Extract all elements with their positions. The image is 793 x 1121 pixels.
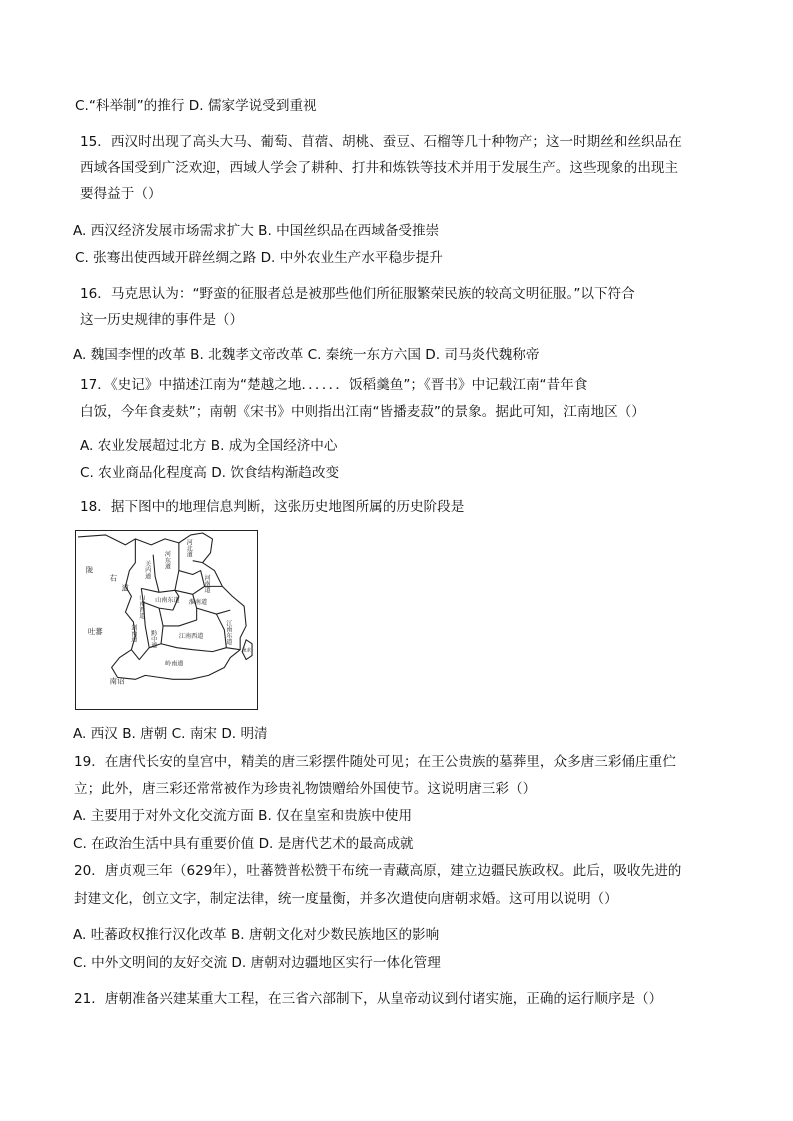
map-label-qianzhong: 黔中道 xyxy=(149,629,157,649)
q20-options-cd: C. 中外文明间的友好交流 D. 唐朝对边疆地区实行一体化管理 xyxy=(73,955,441,971)
q19-stem-line2: 立；此外，唐三彩还常常被作为珍贵礼物馈赠给外国使节。这说明唐三彩（） xyxy=(74,781,537,797)
map-label-jiangnanxi: 江南西道 xyxy=(178,632,204,640)
map-label-lingnan: 岭南道 xyxy=(165,660,184,668)
q18-options: A. 西汉 B. 唐朝 C. 南宋 D. 明清 xyxy=(73,726,268,742)
map-label-dao: 道 xyxy=(121,583,129,593)
q15-options-ab: A. 西汉经济发展市场需求扩大 B. 中国丝织品在西域备受推崇 xyxy=(73,223,440,239)
map-label-shannandong: 山南东道 xyxy=(155,597,180,605)
map-label-guannei: 关内道 xyxy=(143,560,151,580)
map-label-henan: 河南道 xyxy=(203,574,211,593)
map-label-liuqiu: 流求 xyxy=(242,648,252,654)
map-label-you: 右 xyxy=(109,573,118,583)
q15-stem-line3: 要得益于（） xyxy=(80,186,162,202)
map-label-nanzhao: 南诏 xyxy=(109,676,125,686)
q20-stem-line2: 封建文化，创立文字，制定法律，统一度量衡，并多次遣使向唐朝求婚。这可用以说明（） xyxy=(74,891,618,907)
q20-stem-line1: 20．唐贞观三年（629年），吐蕃赞普松赞干布统一青藏高原，建立边疆民族政权。此后，吸收先进的 xyxy=(74,863,682,879)
q15-stem-line1: 15．西汉时出现了高头大马、葡萄、苜蓿、胡桃、蚕豆、石榴等几十种物产；这一时期丝和丝织品在 xyxy=(80,134,682,150)
q17-stem-line1: 17．《史记》中描述江南为“楚越之地．．．．．．饭稻羹鱼”；《晋书》中记载江南“昔年食 xyxy=(80,377,588,393)
q17-stem-line2: 白饭，今年食麦麸”；南朝《宋书》中则指出江南“皆播麦菽”的景象。据此可知，江南地区（） xyxy=(80,404,645,420)
tang-dynasty-map xyxy=(75,530,258,710)
map-label-shannanxi: 山南西道 xyxy=(137,594,145,619)
map-label-hebei: 河北道 xyxy=(185,538,193,558)
map-label-huainan: 淮南道 xyxy=(188,599,208,607)
q15-stem-line2: 西域各国受到广泛欢迎，西域人学会了耕种、打井和炼铁等技术并用于发展生产。这些现象的出现主 xyxy=(80,160,679,176)
map-label-jiannan: 剑南道 xyxy=(129,623,137,643)
q17-options-cd: C. 农业商品化程度高 D. 饮食结构渐趋改变 xyxy=(80,465,340,481)
map-label-lung: 陇 xyxy=(85,565,94,575)
map-label-hedong: 河东道 xyxy=(163,550,171,570)
q16-stem-line2: 这一历史规律的事件是（） xyxy=(80,312,244,328)
map-label-jiangnandong: 江南东道 xyxy=(224,620,232,645)
map-figure xyxy=(76,531,257,709)
q19-options-ab: A. 主要用于对外文化交流方面 B. 仅在皇室和贵族中使用 xyxy=(73,808,413,824)
q19-options-cd: C. 在政治生活中具有重要价值 D. 是唐代艺术的最高成就 xyxy=(73,836,414,852)
q21-stem: 21．唐朝准备兴建某重大工程，在三省六部制下，从皇帝动议到付诸实施，正确的运行顺序是（） xyxy=(74,991,663,1007)
q18-stem: 18．据下图中的地理信息判断，这张历史地图所属的历史阶段是 xyxy=(80,499,465,515)
q19-stem-line1: 19．在唐代长安的皇宫中，精美的唐三彩摆件随处可见；在王公贵族的墓葬里，众多唐三彩俑庄重伫 xyxy=(74,754,676,770)
q20-options-ab: A. 吐蕃政权推行汉化改革 B. 唐朝文化对少数民族地区的影响 xyxy=(73,927,440,943)
q17-options-ab: A. 农业发展超过北方 B. 成为全国经济中心 xyxy=(80,438,338,454)
q15-options-cd: C. 张骞出使西域开辟丝绸之路 D. 中外农业生产水平稳步提升 xyxy=(75,250,443,266)
map-label-tubo: 吐蕃 xyxy=(87,626,103,636)
q16-stem-line1: 16．马克思认为：“野蛮的征服者总是被那些他们所征服繁荣民族的较高文明征服。”以下符合 xyxy=(80,286,635,302)
q14-options-cd: C.“科举制”的推行 D. 儒家学说受到重视 xyxy=(75,98,317,114)
q16-options: A. 魏国李悝的改革 B. 北魏孝文帝改革 C. 秦统一东方六国 D. 司马炎代魏称帝 xyxy=(73,347,540,363)
